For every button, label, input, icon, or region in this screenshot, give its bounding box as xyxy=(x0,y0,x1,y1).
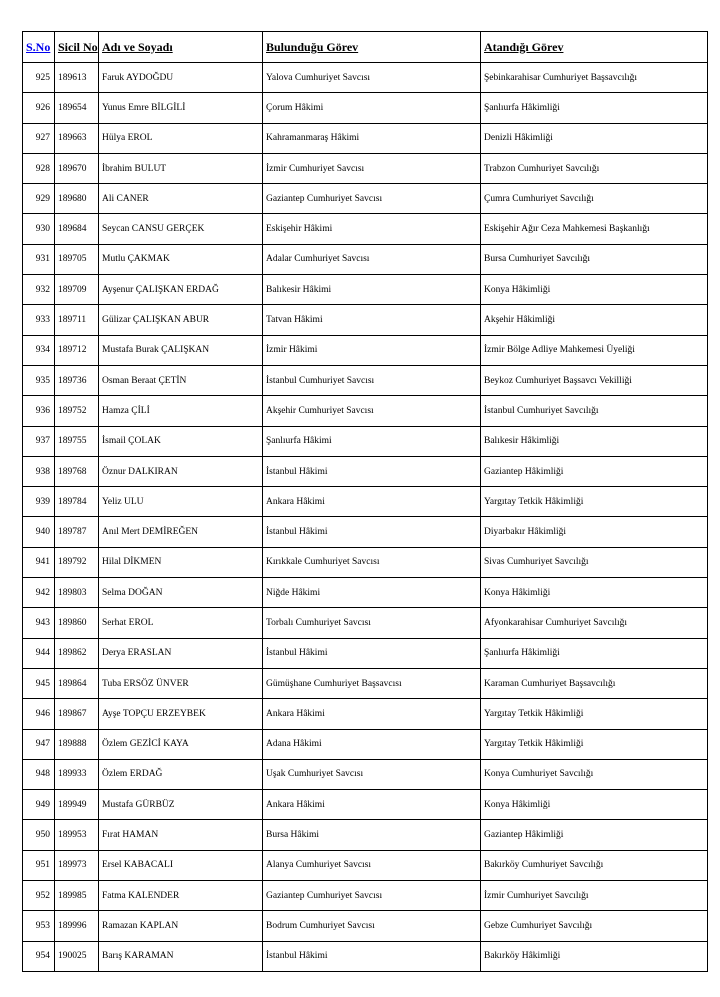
cell-name: Barış KARAMAN xyxy=(99,941,263,971)
table-row xyxy=(23,941,708,971)
cell-sicil: 189888 xyxy=(55,729,99,759)
cell-assigned-position: Konya Cumhuriyet Savcılığı xyxy=(481,759,708,789)
cell-assigned-position: Yargıtay Tetkik Hâkimliği xyxy=(481,729,708,759)
cell-sicil: 189736 xyxy=(55,365,99,395)
cell-sno: 947 xyxy=(23,729,55,759)
cell-sicil: 189709 xyxy=(55,275,99,305)
cell-name: Ali CANER xyxy=(99,184,263,214)
cell-sno: 941 xyxy=(23,547,55,577)
cell-sicil: 189933 xyxy=(55,759,99,789)
cell-current-position: Ankara Hâkimi xyxy=(263,790,481,820)
header-current-position: Bulunduğu Görev xyxy=(263,32,481,63)
cell-name: Anıl Mert DEMİREĞEN xyxy=(99,517,263,547)
cell-sno: 926 xyxy=(23,93,55,123)
cell-assigned-position: Gaziantep Hâkimliği xyxy=(481,820,708,850)
table-row xyxy=(23,396,708,426)
cell-sno: 954 xyxy=(23,941,55,971)
cell-current-position: Uşak Cumhuriyet Savcısı xyxy=(263,759,481,789)
cell-assigned-position: Beykoz Cumhuriyet Başsavcı Vekilliği xyxy=(481,365,708,395)
cell-name: Öznur DALKIRAN xyxy=(99,456,263,486)
table-row xyxy=(23,729,708,759)
header-name: Adı ve Soyadı xyxy=(99,32,263,63)
appointments-table xyxy=(22,31,708,972)
cell-sicil: 189680 xyxy=(55,184,99,214)
cell-assigned-position: Karaman Cumhuriyet Başsavcılığı xyxy=(481,668,708,698)
cell-assigned-position: Bakırköy Hâkimliği xyxy=(481,941,708,971)
cell-sicil: 189613 xyxy=(55,63,99,93)
cell-assigned-position: Konya Hâkimliği xyxy=(481,790,708,820)
cell-current-position: İstanbul Hâkimi xyxy=(263,638,481,668)
cell-current-position: İzmir Cumhuriyet Savcısı xyxy=(263,153,481,183)
cell-name: Mustafa Burak ÇALIŞKAN xyxy=(99,335,263,365)
cell-sno: 951 xyxy=(23,850,55,880)
cell-assigned-position: Konya Hâkimliği xyxy=(481,275,708,305)
cell-assigned-position: Balıkesir Hâkimliği xyxy=(481,426,708,456)
cell-assigned-position: Bursa Cumhuriyet Savcılığı xyxy=(481,244,708,274)
table-row xyxy=(23,547,708,577)
cell-name: Gülizar ÇALIŞKAN ABUR xyxy=(99,305,263,335)
cell-name: Hilal DİKMEN xyxy=(99,547,263,577)
cell-sicil: 189996 xyxy=(55,911,99,941)
cell-sno: 939 xyxy=(23,487,55,517)
header-sno[interactable]: S.No xyxy=(23,32,55,63)
cell-name: Fatma KALENDER xyxy=(99,881,263,911)
cell-sno: 952 xyxy=(23,881,55,911)
cell-current-position: Gümüşhane Cumhuriyet Başsavcısı xyxy=(263,668,481,698)
cell-name: Fırat HAMAN xyxy=(99,820,263,850)
cell-assigned-position: Konya Hâkimliği xyxy=(481,578,708,608)
cell-assigned-position: Şebinkarahisar Cumhuriyet Başsavcılığı xyxy=(481,63,708,93)
table-row xyxy=(23,214,708,244)
cell-sicil: 189752 xyxy=(55,396,99,426)
table-row xyxy=(23,487,708,517)
cell-sicil: 189985 xyxy=(55,881,99,911)
table-row xyxy=(23,63,708,93)
cell-assigned-position: İstanbul Cumhuriyet Savcılığı xyxy=(481,396,708,426)
cell-sicil: 190025 xyxy=(55,941,99,971)
cell-sno: 940 xyxy=(23,517,55,547)
cell-sicil: 189768 xyxy=(55,456,99,486)
cell-sno: 935 xyxy=(23,365,55,395)
cell-current-position: Tatvan Hâkimi xyxy=(263,305,481,335)
table-row xyxy=(23,456,708,486)
cell-sicil: 189803 xyxy=(55,578,99,608)
cell-name: Serhat EROL xyxy=(99,608,263,638)
cell-current-position: Niğde Hâkimi xyxy=(263,578,481,608)
cell-sno: 949 xyxy=(23,790,55,820)
cell-name: Derya ERASLAN xyxy=(99,638,263,668)
cell-sicil: 189862 xyxy=(55,638,99,668)
table-row xyxy=(23,153,708,183)
cell-sicil: 189663 xyxy=(55,123,99,153)
table-row xyxy=(23,335,708,365)
cell-current-position: İzmir Hâkimi xyxy=(263,335,481,365)
cell-sno: 925 xyxy=(23,63,55,93)
cell-current-position: Akşehir Cumhuriyet Savcısı xyxy=(263,396,481,426)
cell-name: Mutlu ÇAKMAK xyxy=(99,244,263,274)
cell-current-position: Alanya Cumhuriyet Savcısı xyxy=(263,850,481,880)
cell-current-position: Adana Hâkimi xyxy=(263,729,481,759)
cell-sicil: 189860 xyxy=(55,608,99,638)
cell-sicil: 189864 xyxy=(55,668,99,698)
cell-assigned-position: İzmir Cumhuriyet Savcılığı xyxy=(481,881,708,911)
table-row xyxy=(23,759,708,789)
table-row xyxy=(23,790,708,820)
table-row xyxy=(23,426,708,456)
cell-sno: 953 xyxy=(23,911,55,941)
cell-current-position: Balıkesir Hâkimi xyxy=(263,275,481,305)
cell-current-position: Adalar Cumhuriyet Savcısı xyxy=(263,244,481,274)
cell-assigned-position: Yargıtay Tetkik Hâkimliği xyxy=(481,699,708,729)
cell-sno: 927 xyxy=(23,123,55,153)
cell-name: İsmail ÇOLAK xyxy=(99,426,263,456)
cell-assigned-position: Akşehir Hâkimliği xyxy=(481,305,708,335)
cell-sno: 938 xyxy=(23,456,55,486)
cell-sno: 934 xyxy=(23,335,55,365)
cell-sno: 944 xyxy=(23,638,55,668)
table-row xyxy=(23,820,708,850)
cell-current-position: İstanbul Cumhuriyet Savcısı xyxy=(263,365,481,395)
cell-sicil: 189705 xyxy=(55,244,99,274)
cell-assigned-position: Eskişehir Ağır Ceza Mahkemesi Başkanlığı xyxy=(481,214,708,244)
cell-current-position: Gaziantep Cumhuriyet Savcısı xyxy=(263,184,481,214)
cell-sicil: 189684 xyxy=(55,214,99,244)
cell-name: Hülya EROL xyxy=(99,123,263,153)
cell-name: İbrahim BULUT xyxy=(99,153,263,183)
table-row xyxy=(23,608,708,638)
cell-name: Özlem GEZİCİ KAYA xyxy=(99,729,263,759)
cell-sicil: 189784 xyxy=(55,487,99,517)
table-row xyxy=(23,184,708,214)
header-row xyxy=(23,32,708,63)
cell-assigned-position: Sivas Cumhuriyet Savcılığı xyxy=(481,547,708,577)
cell-sno: 948 xyxy=(23,759,55,789)
cell-sno: 929 xyxy=(23,184,55,214)
table-row xyxy=(23,123,708,153)
cell-current-position: Eskişehir Hâkimi xyxy=(263,214,481,244)
cell-sno: 937 xyxy=(23,426,55,456)
table-row xyxy=(23,638,708,668)
cell-name: Faruk AYDOĞDU xyxy=(99,63,263,93)
cell-sicil: 189787 xyxy=(55,517,99,547)
cell-name: Ramazan KAPLAN xyxy=(99,911,263,941)
cell-assigned-position: Denizli Hâkimliği xyxy=(481,123,708,153)
cell-assigned-position: Afyonkarahisar Cumhuriyet Savcılığı xyxy=(481,608,708,638)
cell-current-position: Kırıkkale Cumhuriyet Savcısı xyxy=(263,547,481,577)
cell-sno: 932 xyxy=(23,275,55,305)
cell-current-position: Gaziantep Cumhuriyet Savcısı xyxy=(263,881,481,911)
cell-name: Özlem ERDAĞ xyxy=(99,759,263,789)
cell-current-position: Çorum Hâkimi xyxy=(263,93,481,123)
cell-name: Ayşenur ÇALIŞKAN ERDAĞ xyxy=(99,275,263,305)
cell-sno: 945 xyxy=(23,668,55,698)
cell-sicil: 189755 xyxy=(55,426,99,456)
table-row xyxy=(23,275,708,305)
cell-assigned-position: Trabzon Cumhuriyet Savcılığı xyxy=(481,153,708,183)
cell-name: Ersel KABACALI xyxy=(99,850,263,880)
cell-assigned-position: Çumra Cumhuriyet Savcılığı xyxy=(481,184,708,214)
cell-assigned-position: Gebze Cumhuriyet Savcılığı xyxy=(481,911,708,941)
cell-sicil: 189654 xyxy=(55,93,99,123)
cell-current-position: Şanlıurfa Hâkimi xyxy=(263,426,481,456)
cell-assigned-position: Şanlıurfa Hâkimliği xyxy=(481,93,708,123)
cell-sno: 928 xyxy=(23,153,55,183)
header-sicil: Sicil No xyxy=(55,32,99,63)
table-row xyxy=(23,578,708,608)
cell-assigned-position: Yargıtay Tetkik Hâkimliği xyxy=(481,487,708,517)
cell-sno: 936 xyxy=(23,396,55,426)
cell-current-position: Kahramanmaraş Hâkimi xyxy=(263,123,481,153)
cell-assigned-position: Şanlıurfa Hâkimliği xyxy=(481,638,708,668)
table-row xyxy=(23,911,708,941)
cell-name: Yunus Emre BİLGİLİ xyxy=(99,93,263,123)
table-row xyxy=(23,850,708,880)
cell-name: Hamza ÇİLİ xyxy=(99,396,263,426)
cell-current-position: Ankara Hâkimi xyxy=(263,699,481,729)
cell-sno: 946 xyxy=(23,699,55,729)
cell-sno: 943 xyxy=(23,608,55,638)
table-row xyxy=(23,93,708,123)
table-row xyxy=(23,881,708,911)
cell-current-position: Bodrum Cumhuriyet Savcısı xyxy=(263,911,481,941)
cell-assigned-position: Gaziantep Hâkimliği xyxy=(481,456,708,486)
table-row xyxy=(23,517,708,547)
cell-sicil: 189953 xyxy=(55,820,99,850)
table-row xyxy=(23,244,708,274)
table-body xyxy=(23,63,708,972)
cell-sno: 933 xyxy=(23,305,55,335)
cell-sicil: 189670 xyxy=(55,153,99,183)
cell-name: Yeliz ULU xyxy=(99,487,263,517)
cell-sicil: 189712 xyxy=(55,335,99,365)
cell-sicil: 189973 xyxy=(55,850,99,880)
table-row xyxy=(23,699,708,729)
cell-current-position: İstanbul Hâkimi xyxy=(263,456,481,486)
cell-sno: 931 xyxy=(23,244,55,274)
cell-current-position: Torbalı Cumhuriyet Savcısı xyxy=(263,608,481,638)
cell-name: Osman Beraat ÇETİN xyxy=(99,365,263,395)
cell-name: Ayşe TOPÇU ERZEYBEK xyxy=(99,699,263,729)
table-row xyxy=(23,668,708,698)
cell-current-position: İstanbul Hâkimi xyxy=(263,517,481,547)
cell-assigned-position: Bakırköy Cumhuriyet Savcılığı xyxy=(481,850,708,880)
cell-current-position: İstanbul Hâkimi xyxy=(263,941,481,971)
table-row xyxy=(23,305,708,335)
cell-sicil: 189949 xyxy=(55,790,99,820)
cell-name: Seycan CANSU GERÇEK xyxy=(99,214,263,244)
cell-current-position: Bursa Hâkimi xyxy=(263,820,481,850)
cell-sno: 950 xyxy=(23,820,55,850)
cell-assigned-position: İzmir Bölge Adliye Mahkemesi Üyeliği xyxy=(481,335,708,365)
cell-sno: 942 xyxy=(23,578,55,608)
cell-sno: 930 xyxy=(23,214,55,244)
cell-name: Mustafa GÜRBÜZ xyxy=(99,790,263,820)
cell-current-position: Ankara Hâkimi xyxy=(263,487,481,517)
cell-name: Selma DOĞAN xyxy=(99,578,263,608)
cell-sicil: 189867 xyxy=(55,699,99,729)
cell-sicil: 189792 xyxy=(55,547,99,577)
cell-assigned-position: Diyarbakır Hâkimliği xyxy=(481,517,708,547)
cell-current-position: Yalova Cumhuriyet Savcısı xyxy=(263,63,481,93)
table-row xyxy=(23,365,708,395)
header-assigned-position: Atandığı Görev xyxy=(481,32,708,63)
cell-sicil: 189711 xyxy=(55,305,99,335)
cell-name: Tuba ERSÖZ ÜNVER xyxy=(99,668,263,698)
